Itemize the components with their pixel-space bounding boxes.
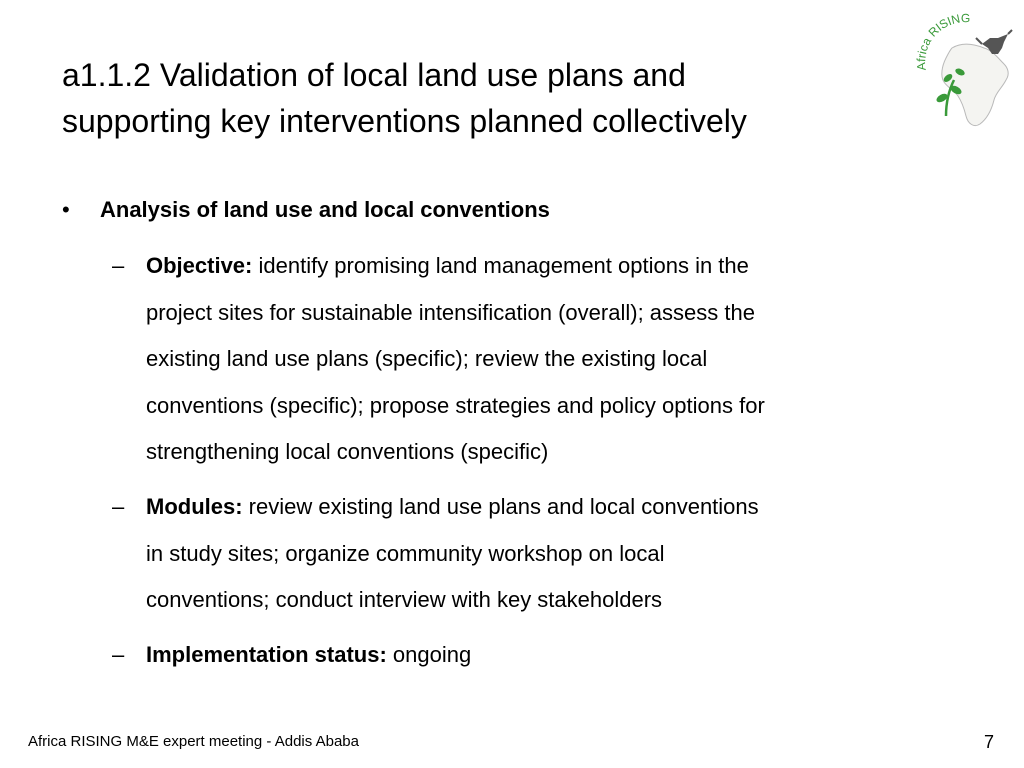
subitem-body xyxy=(146,484,966,624)
subitem-body xyxy=(146,632,966,679)
subitem-dash: – xyxy=(112,642,125,667)
subitem-line xyxy=(146,243,966,290)
slide-title-line-2: supporting key interventions planned collectively xyxy=(62,103,747,139)
footer-text: Africa RISING M&E expert meeting - Addis Ababa xyxy=(28,733,359,750)
subitem-label: Modules: xyxy=(146,494,243,519)
subitem-text: identify promising land management options in the xyxy=(252,253,749,278)
bullet-marker: • xyxy=(62,197,70,222)
subitem-text: ongoing xyxy=(386,642,472,667)
subitem-line: conventions; conduct interview with key stakeholders xyxy=(146,587,663,612)
subitem-line xyxy=(146,632,966,679)
subitem-line: conventions (specific); propose strategies and policy options for xyxy=(146,392,765,418)
subitem-line: project sites for sustainable intensification (overall); assess the xyxy=(146,299,755,325)
subitem-dash: – xyxy=(112,494,125,519)
subitem-line: existing land use plans (specific); review the existing local xyxy=(146,346,708,371)
bullet-heading: Analysis of land use and local conventions xyxy=(100,197,550,222)
page-number: 7 xyxy=(984,732,995,752)
subitem-label: Implementation status: xyxy=(146,642,387,667)
logo-text: Africa RISING xyxy=(914,11,971,72)
subitem-line: strengthening local conventions (specific) xyxy=(146,439,549,464)
slide-title-line-1: a1.1.2 Validation of local land use plans and xyxy=(62,57,686,93)
subitem-body xyxy=(146,243,966,476)
subitem-line: in study sites; organize community workshop on local xyxy=(146,540,665,566)
subitem-label: Objective: xyxy=(146,253,253,278)
subitem-text: review existing land use plans and local conventions xyxy=(242,494,759,519)
subitem-dash: – xyxy=(112,253,125,278)
subitem-line xyxy=(146,484,966,531)
